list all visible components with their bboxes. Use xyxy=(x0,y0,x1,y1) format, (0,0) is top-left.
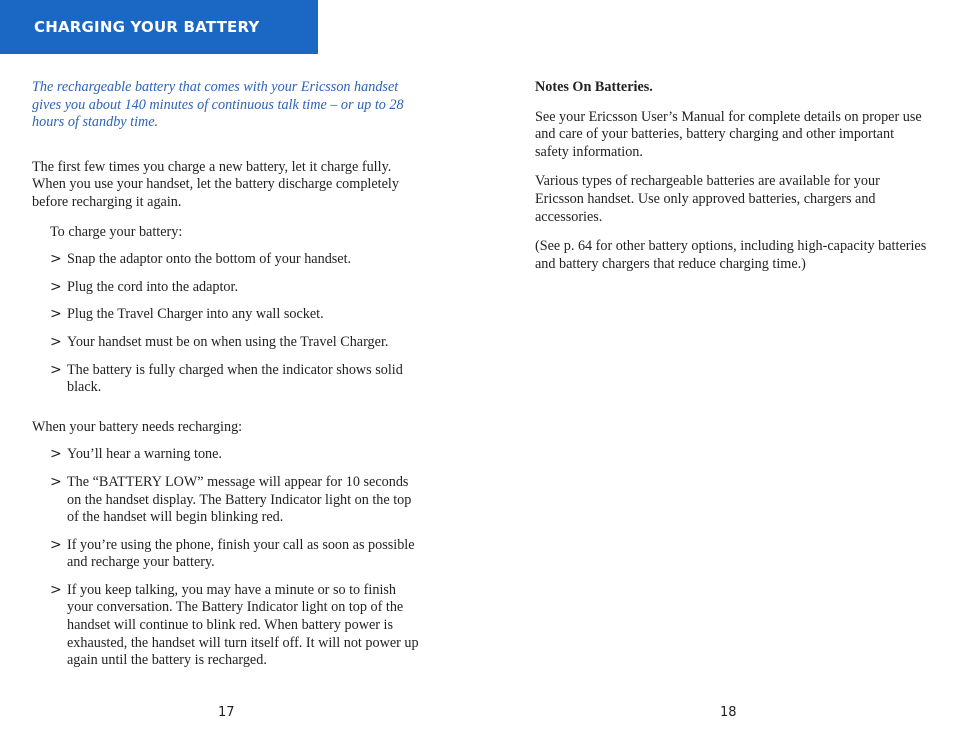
list-item-text: You’ll hear a warning tone. xyxy=(67,446,222,463)
arrow-bullet-icon: > xyxy=(50,473,62,490)
list-item-text: The battery is fully charged when the indicator shows solid black. xyxy=(67,361,403,396)
arrow-bullet-icon: > xyxy=(50,333,62,350)
list-item xyxy=(50,279,424,297)
arrow-bullet-icon: > xyxy=(50,306,62,323)
notes-paragraph: Various types of rechargeable batteries are available for your Ericsson handset. Use only approved batteries, chargers and accessories. xyxy=(535,173,880,225)
left-page-column xyxy=(32,79,424,680)
arrow-bullet-icon: > xyxy=(50,446,62,463)
notes-heading: Notes On Batteries. xyxy=(535,79,653,95)
list-item-text: If you’re using the phone, finish your call as soon as possible and recharge your battery. xyxy=(67,536,415,571)
section-header-banner xyxy=(0,0,318,54)
list-item xyxy=(50,362,424,397)
arrow-bullet-icon: > xyxy=(50,536,62,553)
right-page-column xyxy=(535,79,927,285)
list-item xyxy=(50,251,424,269)
notes-paragraph: (See p. 64 for other battery options, including high-capacity batteries and battery chargers that reduce charging time.) xyxy=(535,238,927,272)
list-item xyxy=(50,334,424,352)
list-item-text: If you keep talking, you may have a minute or so to finish your conversation. The Battery Indicator light on top of the handset will continue to blink red. When battery power is exhausted, the handset will turn itself off. It will not power up again until the battery is recharged. xyxy=(67,581,419,669)
arrow-bullet-icon: > xyxy=(50,361,62,378)
recharge-steps-lead: When your battery needs recharging: xyxy=(32,418,243,435)
list-item-text: Plug the cord into the adaptor. xyxy=(67,278,239,295)
page-number-right: 18 xyxy=(720,705,737,720)
arrow-bullet-icon: > xyxy=(50,278,62,295)
list-item xyxy=(50,582,424,670)
notes-paragraph: See your Ericsson User’s Manual for complete details on proper use and care of your batteries, battery charging and other important safety information. xyxy=(535,108,922,160)
section-title: CHARGING YOUR BATTERY xyxy=(34,18,260,36)
list-item-text: The “BATTERY LOW” message will appear for 10 seconds on the handset display. The Battery Indicator light on the top of the handset will begin blinking red. xyxy=(67,473,412,526)
charge-steps-list xyxy=(32,251,424,397)
list-item-text: Plug the Travel Charger into any wall socket. xyxy=(67,306,324,323)
page-number-left: 17 xyxy=(218,705,235,720)
arrow-bullet-icon: > xyxy=(50,251,62,268)
first-charge-paragraph: The first few times you charge a new battery, let it charge fully. When you use your handset, let the battery discharge completely before recharging it again. xyxy=(32,158,399,210)
list-item xyxy=(50,306,424,324)
list-item-text: Your handset must be on when using the Travel Charger. xyxy=(67,333,389,350)
list-item xyxy=(50,474,424,527)
intro-paragraph: The rechargeable battery that comes with your Ericsson handset gives you about 140 minutes of continuous talk time – or up to 28 hours of standby time. xyxy=(32,79,404,131)
recharge-steps-list xyxy=(32,446,424,670)
list-item xyxy=(50,446,424,464)
charge-steps-lead: To charge your battery: xyxy=(50,223,183,240)
list-item xyxy=(50,537,424,572)
arrow-bullet-icon: > xyxy=(50,581,62,598)
list-item-text: Snap the adaptor onto the bottom of your handset. xyxy=(67,251,352,268)
